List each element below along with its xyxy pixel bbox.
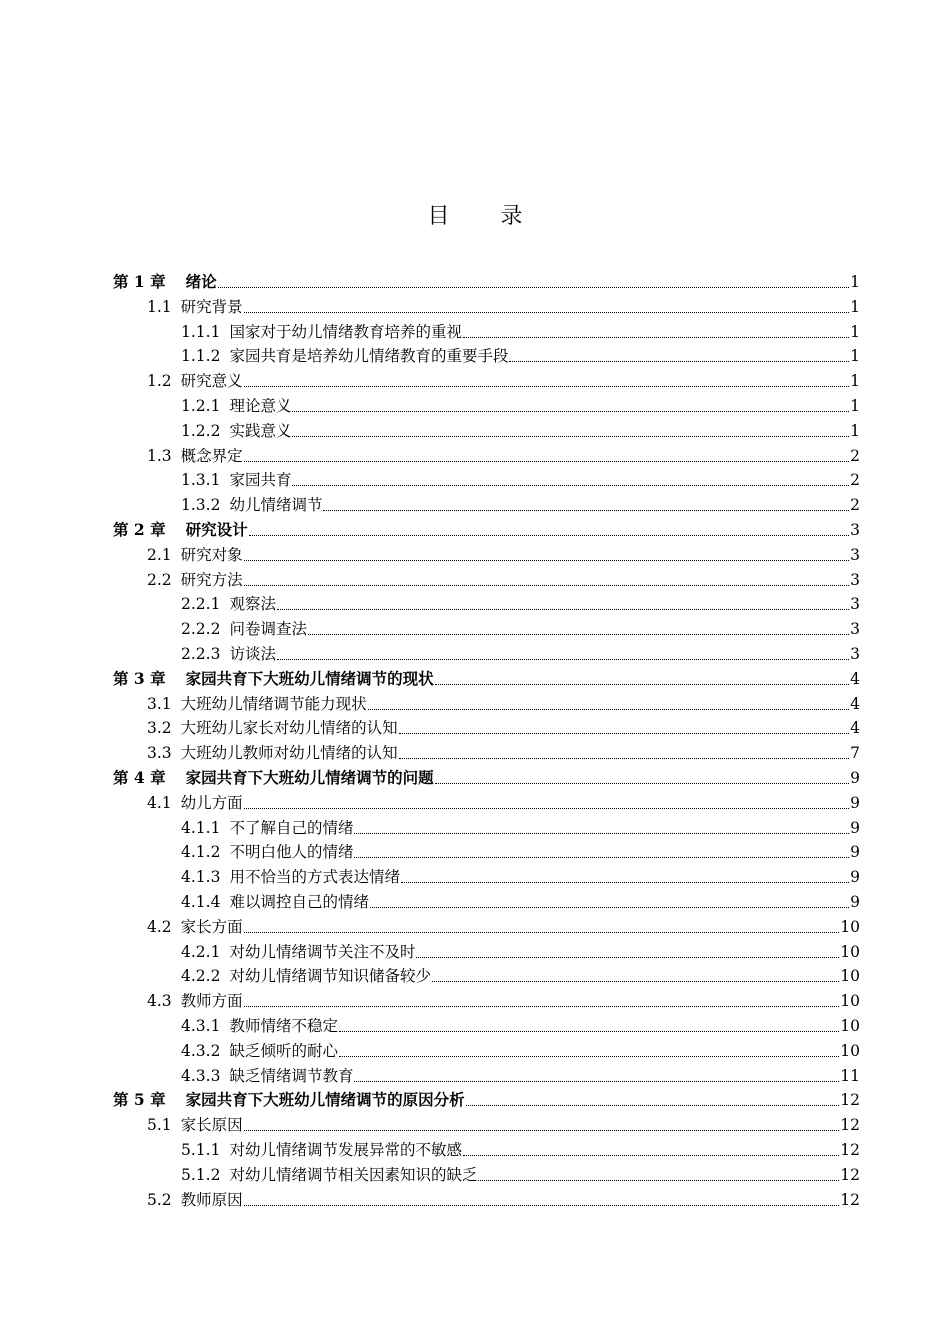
toc-entry-page-number: 3 (850, 620, 860, 639)
toc-entry-label: 用不恰当的方式表达情绪 (229, 868, 400, 887)
toc-entry-number: 4.3 (147, 992, 172, 1011)
dot-leader (218, 287, 850, 288)
page-title: 目 录 (427, 204, 545, 229)
toc-entry-label: 大班幼儿家长对幼儿情绪的认知 (180, 719, 398, 738)
toc-entry-level-2[interactable] (147, 444, 860, 468)
dot-leader (244, 461, 849, 462)
dot-leader (308, 634, 849, 635)
toc-entry-level-3[interactable] (181, 394, 860, 418)
toc-entry-number: 4.2.1 (181, 942, 221, 961)
toc-entry-level-3[interactable] (181, 890, 860, 914)
toc-entry-number: 5.2 (147, 1190, 172, 1209)
toc-entry-label: 幼儿情绪调节 (229, 496, 323, 515)
toc-entry-page-number: 9 (850, 818, 860, 837)
dot-leader (292, 485, 849, 486)
toc-entry-number: 第 3 章 (113, 668, 166, 688)
toc-entry-number: 1.2 (147, 372, 172, 391)
toc-entry-level-1[interactable] (113, 1088, 860, 1112)
dot-leader (463, 337, 849, 338)
dot-leader (435, 684, 850, 685)
toc-entry-label: 家园共育是培养幼儿情绪教育的重要手段 (229, 347, 509, 366)
dot-leader (466, 1105, 840, 1106)
dot-leader (244, 386, 849, 387)
toc-entry-page-number: 10 (840, 992, 860, 1011)
toc-entry-number: 2.2 (147, 570, 172, 589)
toc-entry-number: 3.3 (147, 744, 172, 763)
toc-entry-page-number: 3 (850, 595, 860, 614)
toc-entry-label: 国家对于幼儿情绪教育培养的重视 (229, 322, 462, 341)
toc-entry-level-3[interactable] (181, 320, 860, 344)
toc-entry-level-3[interactable] (181, 840, 860, 864)
toc-entry-number: 4.3.2 (181, 1041, 221, 1060)
toc-entry-label: 大班幼儿情绪调节能力现状 (180, 694, 367, 713)
toc-entry-page-number: 12 (840, 1141, 860, 1159)
toc-entry-number: 第 2 章 (113, 520, 166, 539)
toc-entry-number: 1.3 (147, 446, 172, 465)
toc-entry-label: 实践意义 (229, 421, 292, 440)
toc-entry-label: 研究意义 (180, 372, 243, 391)
dot-leader (463, 1155, 839, 1156)
toc-entry-number: 1.3.1 (181, 471, 221, 490)
toc-entry-number: 4.1.3 (181, 868, 221, 887)
toc-entry-number: 1.2.1 (181, 397, 221, 415)
dot-leader (509, 361, 849, 362)
toc-entry-page-number: 9 (850, 769, 860, 787)
toc-entry-label: 对幼儿情绪调节相关因素知识的缺乏 (229, 1165, 478, 1184)
dot-leader (399, 758, 849, 759)
toc-entry-level-3[interactable] (181, 1064, 860, 1088)
toc-entry-level-2[interactable] (147, 692, 860, 716)
toc-entry-page-number: 10 (840, 917, 860, 936)
toc-entry-label: 家园共育下大班幼儿情绪调节的现状 (185, 668, 434, 688)
toc-entry-number: 1.2.2 (181, 421, 221, 440)
toc-entry-level-2[interactable] (147, 1113, 860, 1137)
toc-entry-page-number: 2 (850, 446, 860, 465)
dot-leader (478, 1180, 839, 1181)
dot-leader (368, 709, 849, 710)
dot-leader (354, 1081, 839, 1082)
toc-entry-page-number: 1 (850, 347, 860, 366)
toc-entry-number: 4.1.1 (181, 818, 221, 837)
toc-entry-number: 4.2 (147, 917, 172, 936)
toc-entry-level-2[interactable] (147, 915, 860, 939)
toc-entry-level-2[interactable] (147, 369, 860, 393)
toc-entry-page-number: 11 (840, 1066, 860, 1085)
toc-entry-level-3[interactable] (181, 468, 860, 492)
toc-entry-page-number: 12 (840, 1190, 860, 1209)
toc-entry-level-2[interactable] (147, 989, 860, 1013)
toc-entry-label: 观察法 (229, 595, 276, 614)
dot-leader (370, 907, 849, 908)
toc-entry-label: 大班幼儿教师对幼儿情绪的认知 (180, 744, 398, 763)
toc-entry-number: 4.1 (147, 793, 172, 812)
dot-leader (323, 510, 849, 511)
toc-entry-label: 绪论 (185, 272, 217, 291)
toc-entry-page-number: 12 (840, 1116, 860, 1135)
dot-leader (244, 1130, 840, 1131)
dot-leader (244, 312, 849, 313)
toc-entry-page-number: 4 (850, 669, 860, 688)
dot-leader (416, 957, 839, 958)
toc-entry-number: 1.3.2 (181, 496, 221, 515)
toc-entry-label: 家园共育下大班幼儿情绪调节的问题 (185, 768, 434, 787)
toc-entry-page-number: 9 (850, 793, 860, 812)
toc-entry-label: 不了解自己的情绪 (229, 818, 354, 837)
toc-entry-level-2[interactable] (147, 716, 860, 740)
dot-leader (244, 585, 849, 586)
toc-entry-label: 缺乏情绪调节教育 (229, 1066, 354, 1085)
dot-leader (244, 808, 849, 809)
toc-entry-label: 理论意义 (229, 397, 292, 415)
toc-entry-number: 4.1.4 (181, 893, 221, 911)
toc-entry-label: 家园共育下大班幼儿情绪调节的原因分析 (185, 1090, 465, 1110)
toc-entry-level-1[interactable] (113, 270, 860, 294)
dot-leader (249, 535, 850, 536)
toc-entry-page-number: 10 (840, 942, 860, 961)
toc-entry-number: 1.1.2 (181, 347, 221, 366)
toc-entry-number: 第 4 章 (113, 768, 166, 787)
dot-leader (435, 783, 850, 784)
dot-leader (354, 833, 849, 834)
toc-entry-page-number: 3 (850, 645, 860, 663)
dot-leader (292, 411, 849, 412)
toc-entry-number: 3.2 (147, 719, 172, 738)
toc-entry-level-1[interactable] (113, 667, 860, 691)
toc-entry-page-number: 12 (840, 1165, 860, 1184)
toc-entry-page-number: 7 (850, 744, 860, 763)
toc-entry-level-3[interactable] (181, 940, 860, 964)
toc-entry-page-number: 9 (850, 843, 860, 862)
toc-entry-level-3[interactable] (181, 816, 860, 840)
toc-entry-label: 研究背景 (180, 297, 243, 316)
toc-entry-number: 4.3.3 (181, 1066, 221, 1085)
dot-leader (277, 609, 849, 610)
toc-entry-level-3[interactable] (181, 865, 860, 889)
dot-leader (339, 1056, 839, 1057)
toc-entry-number: 第 5 章 (113, 1090, 166, 1110)
dot-leader (292, 436, 849, 437)
toc-entry-label: 缺乏倾听的耐心 (229, 1041, 338, 1060)
toc-entry-level-2[interactable] (147, 568, 860, 592)
toc-entry-number: 2.2.3 (181, 645, 221, 663)
toc-entry-page-number: 3 (850, 521, 860, 539)
toc-entry-level-3[interactable] (181, 1014, 860, 1038)
toc-entry-label: 家长方面 (180, 917, 243, 936)
toc-entry-label: 研究对象 (180, 545, 243, 564)
toc-entry-label: 不明白他人的情绪 (229, 843, 354, 862)
toc-entry-level-3[interactable] (181, 493, 860, 517)
dot-leader (354, 857, 849, 858)
dot-leader (244, 560, 849, 561)
toc-entry-label: 访谈法 (229, 645, 276, 663)
toc-entry-label: 家园共育 (229, 471, 292, 490)
toc-entry-level-3[interactable] (181, 617, 860, 641)
toc-entry-label: 对幼儿情绪调节知识储备较少 (229, 967, 431, 986)
toc-entry-level-1[interactable] (113, 518, 860, 542)
toc-entry-level-1[interactable] (113, 766, 860, 790)
toc-entry-number: 4.2.2 (181, 967, 221, 986)
toc-entry-page-number: 10 (840, 1041, 860, 1060)
toc-entry-level-3[interactable] (181, 592, 860, 616)
toc-entry-page-number: 12 (840, 1091, 860, 1110)
toc-entry-label: 幼儿方面 (180, 793, 243, 812)
toc-entry-page-number: 1 (850, 421, 860, 440)
toc-entry-level-2[interactable] (147, 295, 860, 319)
toc-entry-page-number: 10 (840, 967, 860, 986)
toc-entry-level-2[interactable] (147, 1188, 860, 1212)
toc-entry-label: 对幼儿情绪调节关注不及时 (229, 942, 416, 961)
toc-entry-label: 概念界定 (180, 446, 243, 465)
toc-entry-page-number: 2 (850, 471, 860, 490)
toc-entry-number: 2.1 (147, 545, 172, 564)
toc-entry-label: 对幼儿情绪调节发展异常的不敏感 (229, 1141, 462, 1159)
toc-entry-page-number: 1 (850, 322, 860, 341)
toc-entry-label: 研究设计 (185, 520, 248, 539)
dot-leader (401, 882, 849, 883)
toc-entry-label: 难以调控自己的情绪 (229, 893, 369, 911)
toc-entry-number: 1.1 (147, 297, 172, 316)
toc-entry-number: 1.1.1 (181, 322, 221, 341)
toc-entry-level-3[interactable] (181, 419, 860, 443)
dot-leader (399, 733, 849, 734)
dot-leader (244, 932, 840, 933)
toc-entry-level-3[interactable] (181, 1163, 860, 1187)
toc-entry-label: 家长原因 (180, 1116, 243, 1135)
toc-entry-level-3[interactable] (181, 642, 860, 666)
toc-entry-page-number: 1 (850, 273, 860, 291)
toc-entry-level-2[interactable] (147, 543, 860, 567)
toc-entry-page-number: 1 (850, 372, 860, 391)
toc-entry-number: 第 1 章 (113, 272, 166, 291)
toc-entry-label: 研究方法 (180, 570, 243, 589)
dot-leader (244, 1006, 840, 1007)
toc-entry-level-3[interactable] (181, 1039, 860, 1063)
dot-leader (339, 1031, 839, 1032)
toc-entry-level-3[interactable] (181, 1138, 860, 1162)
toc-entry-label: 教师情绪不稳定 (229, 1017, 338, 1035)
toc-entry-page-number: 4 (850, 719, 860, 738)
dot-leader (244, 1205, 840, 1206)
toc-entry-page-number: 2 (850, 496, 860, 515)
dot-leader (432, 981, 839, 982)
toc-entry-number: 2.2.1 (181, 595, 221, 614)
toc-entry-page-number: 9 (850, 868, 860, 887)
toc-entry-page-number: 9 (850, 893, 860, 911)
toc-entry-label: 问卷调查法 (229, 620, 307, 639)
toc-entry-label: 教师原因 (180, 1190, 243, 1209)
toc-entry-number: 3.1 (147, 694, 172, 713)
toc-entry-number: 4.3.1 (181, 1017, 221, 1035)
toc-entry-number: 4.1.2 (181, 843, 221, 862)
toc-entry-level-3[interactable] (181, 344, 860, 368)
toc-entry-number: 2.2.2 (181, 620, 221, 639)
dot-leader (277, 659, 849, 660)
toc-entry-number: 5.1 (147, 1116, 172, 1135)
toc-entry-level-2[interactable] (147, 741, 860, 765)
toc-entry-page-number: 10 (840, 1017, 860, 1035)
toc-entry-page-number: 1 (850, 397, 860, 415)
toc-entry-level-3[interactable] (181, 964, 860, 988)
toc-entry-page-number: 1 (850, 297, 860, 316)
toc-entry-number: 5.1.1 (181, 1141, 221, 1159)
toc-entry-level-2[interactable] (147, 791, 860, 815)
toc-entry-page-number: 4 (850, 694, 860, 713)
toc-entry-page-number: 3 (850, 545, 860, 564)
toc-entry-number: 5.1.2 (181, 1165, 221, 1184)
toc-entry-label: 教师方面 (180, 992, 243, 1011)
toc-entry-page-number: 3 (850, 570, 860, 589)
